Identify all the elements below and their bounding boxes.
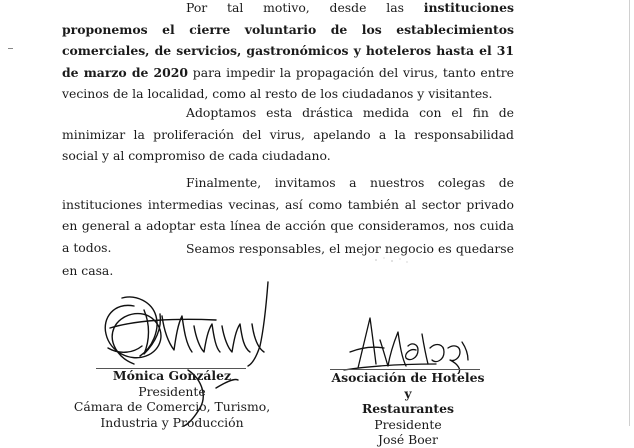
scan-specks: [372, 254, 412, 266]
signatory-right-org-line1: Asociación de Hoteles y: [331, 370, 485, 401]
page-edge-rule: [629, 0, 630, 426]
paragraph3-text: Finalmente, invitamos a nuestros colegas de instituciones intermedias vecinas, así como también al sector privado en general a adoptar esta línea de acción que consideramos, nos cuida a todos.: [62, 175, 514, 255]
paragraph1-text-a: Por tal motivo, desde las: [186, 0, 424, 15]
signature-right-handwritten: [340, 312, 480, 374]
signatory-left-role: Presidente: [138, 383, 206, 399]
paragraph2-text: Adoptamos esta drástica medida con el fin de minimizar la proliferación del virus, apelando a la responsabilidad social y al compromiso de cada ciudadano.: [62, 105, 514, 163]
paragraph-closure-proposal: [62, 0, 514, 105]
signatory-right-name: José Boer: [378, 432, 438, 447]
signatory-left: [66, 368, 278, 430]
signatory-right-role: Presidente: [374, 416, 442, 432]
paragraph1-bold: instituciones proponemos el cierre voluntario de los establecimientos comerciales, de servicios, gastronómicos y hoteleros hasta el 31 de marzo de 2020: [62, 0, 514, 80]
signatory-left-org-line1: Cámara de Comercio, Turismo,: [73, 399, 271, 414]
signatory-right-org-line2: Restaurantes: [361, 401, 455, 416]
paragraph1-text-b: para impedir la propagación del virus, tanto entre vecinos de la localidad, como al resto de los ciudadanos y visitantes.: [62, 64, 514, 101]
scan-mark: [8, 48, 13, 49]
signatory-left-name: Mónica González: [112, 368, 232, 383]
signatory-left-org-line2: Industria y Producción: [100, 414, 244, 430]
paragraph4-text: Seamos responsables, el mejor negocio es quedarse en casa.: [62, 241, 514, 278]
signatory-right: [326, 370, 490, 448]
paragraph-measure: [62, 102, 514, 167]
